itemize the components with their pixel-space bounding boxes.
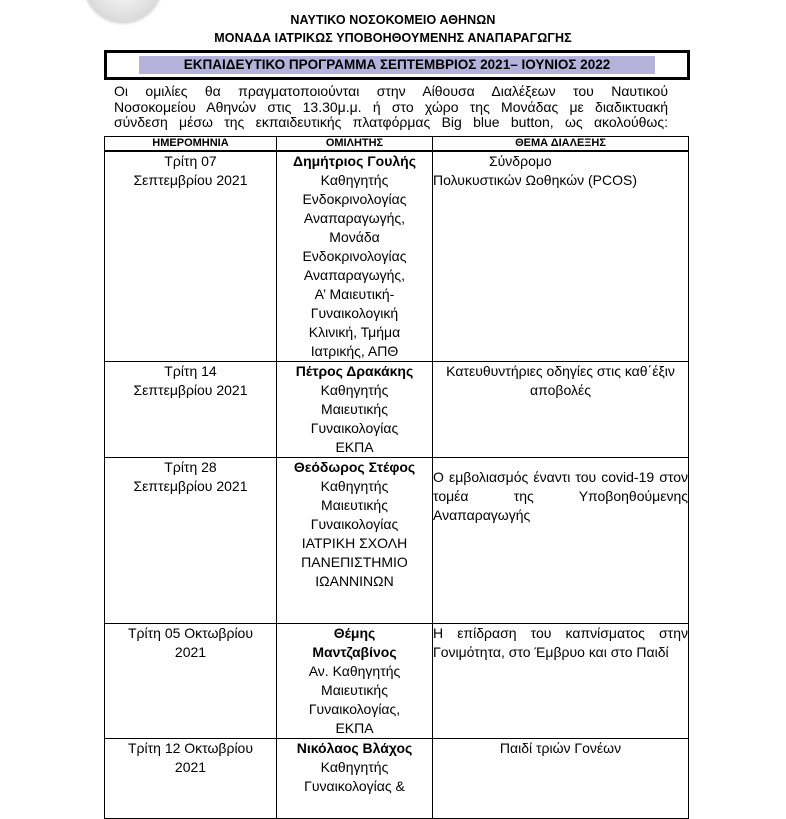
speaker-position: Καθηγητής	[320, 382, 389, 398]
row-topic: Ο εμβολιασμός έναντι του covid-19 στον τομέα της Υποβοηθούμενης Αναπαραγωγής	[433, 458, 689, 624]
speaker-position: Μαιευτικής	[321, 497, 388, 513]
table-header-row	[105, 137, 689, 152]
date-line: 2021	[174, 759, 207, 775]
table-row	[105, 151, 689, 362]
speaker-position: Καθηγητής	[320, 478, 389, 494]
speaker-position: Γυναικολογίας,	[308, 701, 401, 717]
table-row	[105, 458, 689, 624]
intro-line-2: Νοσοκομείου Αθηνών στις 13.30μ.μ. ή στο χώρο της Μονάδας με διαδικτυακή	[114, 98, 668, 115]
row-date	[105, 624, 277, 739]
header-speakers: ΟΜΙΛΗΤΗΣ	[277, 137, 433, 152]
speaker-name: Μαντζαβίνος	[312, 644, 397, 660]
speaker-position: Αν. Καθηγητής	[308, 663, 401, 679]
header-topic: ΘΕΜΑ ΔΙΑΛΕΞΗΣ	[433, 137, 689, 152]
speaker-position: Γυναικολογίας	[310, 420, 399, 436]
row-topic: Παιδί τριών Γονέων	[433, 739, 689, 819]
speaker-name: Θέμης	[333, 625, 376, 641]
speaker-position: Καθηγητής	[320, 172, 389, 188]
speaker-position: Μαιευτικής	[321, 401, 388, 417]
date-line: Τρίτη 05 Οκτωβρίου	[127, 625, 253, 641]
date-line: Τρίτη 07	[164, 153, 217, 169]
speaker-position: ΙΑΤΡΙΚΗ ΣΧΟΛΗ	[301, 535, 408, 551]
speaker-name: Θεόδωρος Στέφος	[293, 459, 416, 475]
table-row	[105, 362, 689, 458]
header-date: ΗΜΕΡΟΜΗΝΙΑ	[105, 137, 277, 152]
speaker-position: Α’ Μαιευτική-	[314, 286, 395, 302]
speaker-position: ΙΩΑΝΝΙΝΩΝ	[315, 573, 394, 589]
speaker-position: Μονάδα	[329, 229, 380, 245]
row-date	[105, 739, 277, 819]
speaker-position: Μαιευτικής	[321, 682, 388, 698]
row-speaker	[277, 151, 433, 362]
speaker-name: Πέτρος Δρακάκης	[295, 363, 414, 379]
date-line: Τρίτη 28	[164, 459, 217, 475]
date-line: 2021	[174, 644, 207, 660]
speaker-position: Κλινική, Τμήμα	[308, 324, 401, 340]
date-line: Σεπτεμβρίου 2021	[133, 478, 248, 494]
intro-paragraph	[114, 84, 668, 131]
schedule-table	[104, 136, 689, 819]
row-topic: Η επίδραση του καπνίσματος στην Γονιμότητα, στο Έμβρυο και στο Παιδί	[433, 624, 689, 739]
table-row	[105, 739, 689, 819]
topic-line: Σύνδρομο	[489, 153, 552, 169]
hospital-name: ΝΑΥΤΙΚΟ ΝΟΣΟΚΟΜΕΙΟ ΑΘΗΝΩΝ	[290, 13, 496, 27]
date-line: Τρίτη 14	[164, 363, 217, 379]
speaker-position: Γυναικολογίας	[310, 516, 399, 532]
table-row	[105, 624, 689, 739]
row-speaker	[277, 362, 433, 458]
program-title: ΕΚΠΑΙΔΕΥΤΙΚΟ ΠΡΟΓΡΑΜΜΑ ΣΕΠΤΕΜΒΡΙΟΣ 2021– ΙΟΥΝΙΟΣ 2022	[183, 57, 611, 72]
intro-line-3: σύνδεση μέσω της εκπαιδευτικής πλατφόρμας Big blue button, ως ακολούθως:	[114, 114, 668, 130]
speaker-position: Καθηγητής	[320, 759, 389, 775]
row-speaker	[277, 458, 433, 624]
speaker-position: Ενδοκρινολογίας	[302, 191, 407, 207]
unit-name: ΜΟΝΑΔΑ ΙΑΤΡΙΚΩΣ ΥΠΟΒΟΗΘΟΥΜΕΝΗΣ ΑΝΑΠΑΡΑΓΩΓΗΣ	[214, 31, 572, 45]
row-date	[105, 458, 277, 624]
speaker-position: ΠΑΝΕΠΙΣΤΗΜΙΟ	[301, 554, 408, 570]
topic-line: Πολυκυστικών Ωοθηκών (PCOS)	[433, 172, 638, 188]
program-title-banner	[104, 50, 690, 80]
speaker-position: Ιατρικής, ΑΠΘ	[310, 343, 399, 359]
date-line: Τρίτη 12 Οκτωβρίου	[127, 740, 253, 756]
speaker-position: Γυναικολογική	[310, 305, 399, 321]
speaker-position: ΕΚΠΑ	[335, 439, 374, 455]
intro-line-1: Οι ομιλίες θα πραγματοποιούνται στην Αίθουσα Διαλέξεων του Ναυτικού	[114, 83, 668, 99]
row-date	[105, 151, 277, 362]
speaker-name: Δημήτριος Γουλής	[293, 153, 416, 169]
row-speaker	[277, 739, 433, 819]
date-line: Σεπτεμβρίου 2021	[133, 172, 248, 188]
speaker-position: Γυναικολογίας &	[304, 778, 405, 794]
speaker-position: Αναπαραγωγής,	[303, 267, 406, 283]
speaker-position: Ενδοκρινολογίας	[302, 248, 407, 264]
date-line: Σεπτεμβρίου 2021	[133, 382, 248, 398]
speaker-position: Αναπαραγωγής,	[303, 210, 406, 226]
row-topic: Κατευθυντήριες οδηγίες στις καθ΄έξιν αποβολές	[433, 362, 689, 458]
speaker-name: Νικόλαος Βλάχος	[296, 740, 413, 756]
row-date	[105, 362, 277, 458]
speaker-position: ΕΚΠΑ	[335, 720, 374, 736]
row-topic	[433, 151, 689, 362]
row-speaker	[277, 624, 433, 739]
